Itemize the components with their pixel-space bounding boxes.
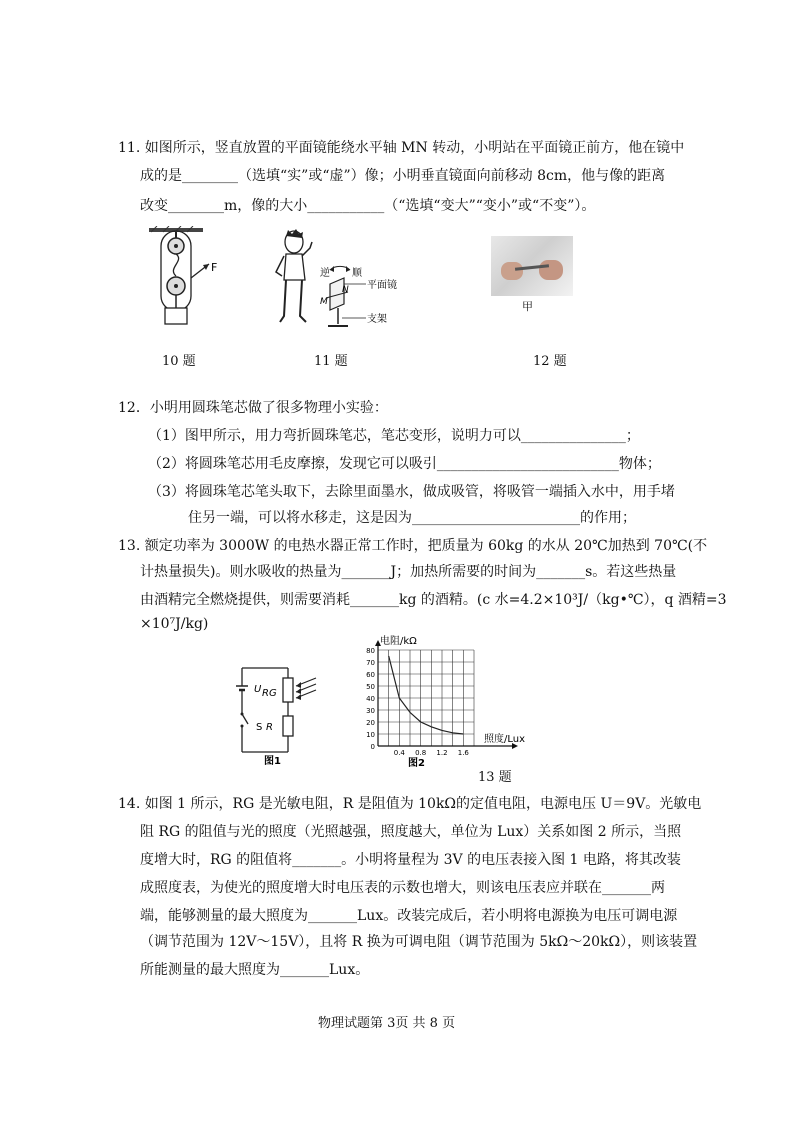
q12-item3a: （3）将圆珠笔芯笔头取下，去除里面墨水，做成吸管，将吸管一端插入水中，用手堵	[148, 484, 675, 500]
y-tick-label: 70	[366, 659, 375, 667]
q14-line5: 端，能够测量的最大照度为_______Lux。改装完成后，若小明将电源换为电压可调电源	[140, 908, 678, 924]
y-tick-label: 20	[366, 719, 375, 727]
q11-line1: 11. 如图所示，竖直放置的平面镜能绕水平轴 MN 转动，小明站在平面镜正前方，他在镜中	[118, 140, 685, 156]
q13-line4: ×10⁷J/kg)	[140, 616, 209, 632]
y-tick-label: 80	[366, 647, 375, 655]
chart-ticks	[366, 647, 469, 757]
q12-item1: （1）图甲所示，用力弯折圆珠笔芯，笔芯变形，说明力可以_______________；	[148, 428, 640, 444]
circuit-diagram	[228, 660, 328, 768]
force-label: F	[211, 261, 218, 274]
x-tick-label: 1.2	[436, 749, 448, 757]
resistance-chart	[356, 634, 546, 770]
origin-label: 0	[370, 743, 375, 751]
mirror-figure	[272, 228, 402, 336]
r-label: R	[266, 722, 273, 733]
chart-ylabel: 电阻/kΩ	[380, 636, 417, 647]
pen-photo	[491, 236, 573, 296]
chart-title: 图2	[408, 758, 425, 769]
q11-line2: 成的是________（选填“实”或“虚”）像；小明垂直镜面向前移动 8cm，他与像的距离	[140, 168, 666, 184]
y-tick-label: 30	[366, 707, 375, 715]
y-tick-label: 10	[366, 731, 375, 739]
x-tick-label: 0.4	[393, 749, 405, 757]
caption-10: 10 题	[162, 354, 196, 369]
x-tick-label: 1.6	[457, 749, 469, 757]
pulley-figure	[145, 226, 235, 328]
q12-intro: 12．小明用圆珠笔芯做了很多物理小实验：	[118, 400, 388, 416]
stand-label: 支架	[367, 314, 387, 325]
q14-line2: 阻 RG 的阻值与光的照度（光照越强，照度越大，单位为 Lux）关系如图 2 所示，当照	[140, 824, 682, 840]
axis-n-label: N	[342, 285, 349, 295]
rotate-forward-label: 顺	[352, 268, 362, 279]
chart-grid	[378, 650, 474, 746]
q13-line1: 13. 额定功率为 3000W 的电热水器正常工作时，把质量为 60kg 的水从 20℃加热到 70℃(不	[118, 538, 708, 554]
caption-12: 12 题	[533, 354, 567, 369]
q13-line2: 计热量损失)。则水吸收的热量为_______J；加热所需要的时间为_______s。若这些热量	[140, 564, 677, 580]
voltage-u-label: U	[254, 684, 262, 695]
axis-m-label: M	[320, 297, 328, 307]
q14-line3: 度增大时，RG 的阻值将_______。小明将量程为 3V 的电压表接入图 1 电路，将其改装	[140, 852, 681, 868]
q14-line6: （调节范围为 12V～15V），且将 R 换为可调电阻（调节范围为 5kΩ～20kΩ），则该装置	[140, 934, 698, 950]
caption-13: 13 题	[478, 770, 512, 785]
x-tick-label: 0.8	[415, 749, 427, 757]
q14-line7: 所能测量的最大照度为_______Lux。	[140, 962, 370, 978]
page-footer: 物理试题第 3页 共 8 页	[318, 1016, 456, 1031]
mirror-label: 平面镜	[367, 280, 397, 291]
rotate-reverse-label: 逆	[320, 268, 330, 279]
caption-11: 11 题	[314, 354, 348, 369]
chart-axes	[375, 640, 518, 749]
q14-line1: 14. 如图 1 所示，RG 是光敏电阻，R 是阻值为 10kΩ的定值电阻，电源电压 U＝9V。光敏电	[118, 796, 702, 812]
q14-line4: 成照度表，为使光的照度增大时电压表的示数也增大，则该电压表应并联在_______两	[140, 880, 665, 896]
fig12-caption: 甲	[522, 300, 533, 313]
q12-item2: （2）将圆珠笔芯用毛皮摩擦，发现它可以吸引__________________________物体；	[148, 456, 661, 472]
chart-xlabel: 照度/Lux	[484, 734, 526, 745]
y-tick-label: 50	[366, 683, 375, 691]
q11-line3: 改变________m，像的大小___________（“选填“变大”“变小”或“不变”）。	[140, 198, 596, 214]
fig1-label: 图1	[264, 756, 281, 767]
y-tick-label: 40	[366, 695, 375, 703]
q12-item3b: 住另一端，可以将水移走，这是因为________________________的作用；	[188, 510, 636, 526]
q13-line3: 由酒精完全燃烧提供，则需要消耗_______kg 的酒精。(c 水=4.2×10³J/（kg•℃），q 酒精=3	[140, 592, 727, 608]
rg-label: RG	[262, 688, 277, 699]
y-tick-label: 60	[366, 671, 375, 679]
switch-s-label: S	[256, 722, 263, 733]
